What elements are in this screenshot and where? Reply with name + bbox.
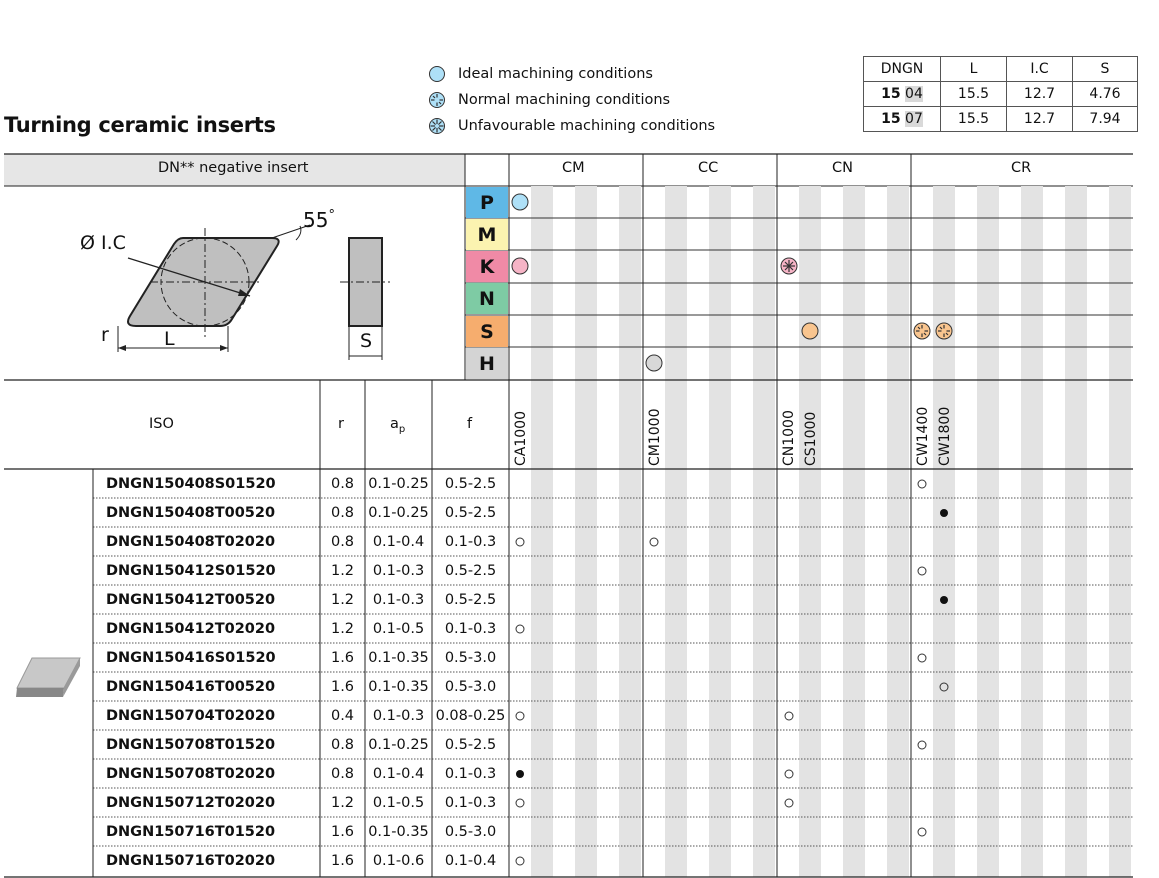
angle-value: 55 (303, 208, 329, 232)
dim-size: 15 (881, 111, 901, 127)
dim-l-value: 15.5 (941, 82, 1007, 107)
feed-value: 0.5-2.5 (444, 476, 497, 492)
dim-l-value: 15.5 (941, 107, 1007, 132)
stock-dot-icon (940, 509, 948, 517)
grade-stripe (933, 186, 955, 877)
l-label: L (164, 328, 175, 350)
col-ap-main: a (390, 416, 399, 432)
radius-value: 1.2 (330, 592, 355, 608)
col-ap (390, 416, 405, 435)
feed-value: 0.1-0.3 (444, 621, 497, 637)
material-s (466, 316, 508, 347)
legend-unfavourable-label: Unfavourable machining conditions (458, 118, 716, 134)
dim-ic-value: 12.7 (1007, 82, 1073, 107)
radius-value: 1.6 (330, 824, 355, 840)
group-cc: CC (698, 160, 719, 176)
feed-value: 0.08-0.25 (435, 708, 506, 724)
iso-code: DNGN150716T02020 (106, 853, 276, 869)
r-label: r (101, 324, 109, 346)
insert-thumbnail (16, 658, 80, 697)
iso-code: DNGN150408T02020 (106, 534, 276, 550)
iso-code: DNGN150408T00520 (106, 505, 276, 521)
feed-value: 0.1-0.3 (444, 795, 497, 811)
ap-value: 0.1-0.35 (368, 824, 429, 840)
suitability-ideal-icon (512, 258, 528, 274)
legend-normal-label: Normal machining conditions (458, 92, 671, 108)
material-n-letter: N (479, 287, 495, 310)
grade-stripe (887, 186, 909, 877)
ap-value: 0.1-0.25 (368, 505, 429, 521)
radius-value: 1.2 (330, 795, 355, 811)
suitability-ideal-icon (802, 323, 818, 339)
iso-code: DNGN150708T01520 (106, 737, 276, 753)
available-circle-icon (516, 712, 524, 720)
material-p-letter: P (480, 191, 494, 214)
legend-ideal-label: Ideal machining conditions (458, 66, 653, 82)
available-circle-icon (516, 857, 524, 865)
available-circle-icon (650, 538, 658, 546)
radius-value: 0.4 (330, 708, 355, 724)
suitability-ideal-icon (646, 355, 662, 371)
grade-stripe (531, 186, 553, 877)
ap-value: 0.1-0.3 (372, 708, 425, 724)
available-circle-icon (785, 712, 793, 720)
stock-dot-icon (940, 596, 948, 604)
grade-stripe (753, 186, 775, 877)
feed-value: 0.5-2.5 (444, 737, 497, 753)
ap-value: 0.1-0.3 (372, 563, 425, 579)
ap-value: 0.1-0.35 (368, 679, 429, 695)
feed-value: 0.5-3.0 (444, 679, 497, 695)
radius-value: 0.8 (330, 476, 355, 492)
dim-header-ic: I.C (1007, 57, 1073, 82)
feed-value: 0.5-2.5 (444, 505, 497, 521)
col-iso: ISO (149, 416, 174, 432)
grade-stripe (665, 186, 687, 877)
radius-value: 0.8 (330, 766, 355, 782)
available-circle-icon (785, 770, 793, 778)
dim-s-value: 4.76 (1073, 82, 1138, 107)
radius-value: 1.6 (330, 853, 355, 869)
grade-stripe (1109, 186, 1131, 877)
feed-value: 0.1-0.3 (444, 766, 497, 782)
material-n (466, 283, 508, 314)
insert-header: DN** negative insert (158, 160, 309, 176)
col-ap-sub: p (398, 423, 406, 435)
available-circle-icon (516, 799, 524, 807)
available-circle-icon (918, 741, 926, 749)
material-h (466, 348, 508, 379)
group-cm: CM (562, 160, 585, 176)
dim-thickness: 07 (905, 111, 923, 127)
feed-value: 0.5-3.0 (444, 824, 497, 840)
feed-value: 0.1-0.4 (444, 853, 497, 869)
available-circle-icon (918, 654, 926, 662)
grade-stripe (843, 186, 865, 877)
dim-header-s: S (1073, 57, 1138, 82)
ap-value: 0.1-0.3 (372, 592, 425, 608)
ic-label: Ø I.C (80, 232, 126, 254)
grade-cs1000: CS1000 (803, 411, 819, 466)
col-f: f (467, 416, 473, 432)
grade-stripe (619, 186, 641, 877)
ap-value: 0.1-0.35 (368, 650, 429, 666)
iso-code: DNGN150712T02020 (106, 795, 276, 811)
insert-drawing (118, 225, 390, 360)
ap-value: 0.1-0.6 (372, 853, 425, 869)
feed-value: 0.1-0.3 (444, 534, 497, 550)
available-circle-icon (516, 538, 524, 546)
angle-label (303, 208, 335, 232)
feed-value: 0.5-2.5 (444, 563, 497, 579)
iso-code: DNGN150704T02020 (106, 708, 276, 724)
iso-code: DNGN150412T00520 (106, 592, 276, 608)
material-h-letter: H (479, 352, 495, 375)
grade-stripe (799, 186, 821, 877)
material-s-letter: S (480, 320, 494, 343)
radius-value: 1.2 (330, 563, 355, 579)
ap-value: 0.1-0.5 (372, 795, 425, 811)
ap-value: 0.1-0.4 (372, 534, 425, 550)
available-circle-icon (918, 828, 926, 836)
material-k (466, 251, 508, 282)
radius-value: 0.8 (330, 505, 355, 521)
iso-code: DNGN150716T01520 (106, 824, 276, 840)
iso-code: DNGN150412S01520 (106, 563, 276, 579)
ap-value: 0.1-0.5 (372, 621, 425, 637)
material-p (466, 187, 508, 218)
group-cr: CR (1011, 160, 1032, 176)
dim-thickness: 04 (905, 86, 923, 102)
grade-stripe (575, 186, 597, 877)
ap-value: 0.1-0.25 (368, 737, 429, 753)
available-circle-icon (918, 567, 926, 575)
grade-cw1800: CW1800 (937, 406, 953, 466)
dim-header-l: L (941, 57, 1007, 82)
grade-ca1000: CA1000 (513, 411, 529, 466)
iso-code: DNGN150708T02020 (106, 766, 276, 782)
dim-ic-value: 12.7 (1007, 107, 1073, 132)
material-k-letter: K (479, 255, 495, 278)
grade-stripe (977, 186, 999, 877)
grade-cm1000: CM1000 (647, 408, 663, 466)
radius-value: 0.8 (330, 737, 355, 753)
dim-s-value: 7.94 (1073, 107, 1138, 132)
dim-size: 15 (881, 86, 901, 102)
iso-code: DNGN150416S01520 (106, 650, 276, 666)
material-m-letter: M (477, 223, 497, 246)
material-m (466, 219, 508, 250)
grade-stripe (1021, 186, 1043, 877)
radius-value: 0.8 (330, 534, 355, 550)
available-circle-icon (785, 799, 793, 807)
grade-cn1000: CN1000 (781, 410, 797, 466)
stock-dot-icon (516, 770, 524, 778)
radius-value: 1.2 (330, 621, 355, 637)
grade-cw1400: CW1400 (915, 406, 931, 466)
grade-column-stripes (531, 186, 1131, 877)
iso-code: DNGN150412T02020 (106, 621, 276, 637)
available-circle-icon (516, 625, 524, 633)
iso-code: DNGN150416T00520 (106, 679, 276, 695)
angle-unit: ° (328, 208, 335, 223)
radius-value: 1.6 (330, 650, 355, 666)
grade-stripe (1065, 186, 1087, 877)
feed-value: 0.5-2.5 (444, 592, 497, 608)
iso-code: DNGN150408S01520 (106, 476, 276, 492)
col-r: r (338, 416, 344, 432)
ap-value: 0.1-0.4 (372, 766, 425, 782)
dim-header-dngn: DNGN (864, 57, 941, 82)
s-label: S (360, 330, 373, 352)
available-circle-icon (918, 480, 926, 488)
suitability-ideal-icon (512, 194, 528, 210)
page-title: Turning ceramic inserts (4, 113, 276, 137)
feed-value: 0.5-3.0 (444, 650, 497, 666)
radius-value: 1.6 (330, 679, 355, 695)
grade-stripe (709, 186, 731, 877)
ap-value: 0.1-0.25 (368, 476, 429, 492)
group-cn: CN (832, 160, 853, 176)
